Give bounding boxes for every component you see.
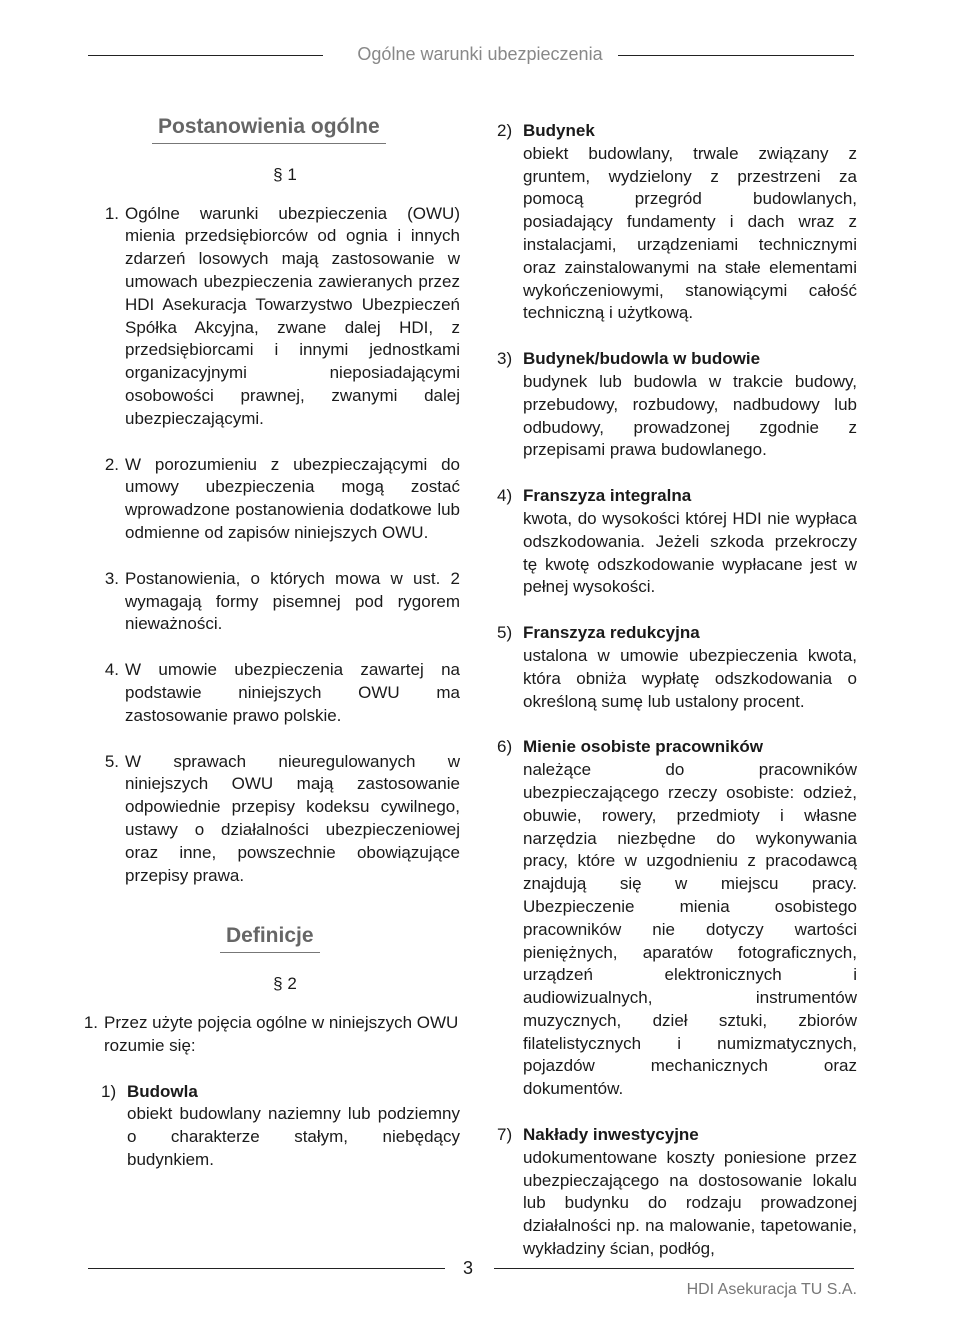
definition-desc: obiekt budowlany naziemny lub podziemny o charakterze stałym, niebędący budynkiem. [127, 1104, 460, 1169]
section-title-general: Postanowienia ogólne [80, 116, 460, 144]
footer-company: HDI Asekuracja TU S.A. [686, 1281, 857, 1298]
definition-item: 5) Franszyza redukcyjna ustalona w umowie ubezpieczenia kwota, która obniża wypłatę odszkodowania o określoną sumę lub ustalony procent. [497, 622, 857, 713]
header-rule-right [618, 55, 854, 56]
definition-item: 6) Mienie osobiste pracowników należące do pracowników ubezpieczającego rzeczy osobiste: odzież, obuwie, rowery, przedmioty i własne narzędzia niezbędne do wykonywania pracy, które w uzgodnieniu z pracodawcą znajdują się w miejscu pracy. Ubezpieczenie mienia osobistego pracowników nie dotyczy wartości pieniężnych, aparatów fotograficznych, urządzeń elektronicznych i audiowizualnych, instrumentów muzycznych, dzieł sztuki, zbiorów filatelistycznych i numizmatycznych, pojazdów mechanicznych oraz dokumentów. [497, 736, 857, 1101]
definition-desc: ustalona w umowie ubezpieczenia kwota, która obniża wypłatę odszkodowania o określoną sumę lub ustalony procent. [523, 645, 857, 711]
definition-item: 1) Budowla obiekt budowlany naziemny lub podziemny o charakterze stałym, niebędący budynkiem. [101, 1081, 460, 1172]
list-item: 1. Ogólne warunki ubezpieczenia (OWU) mienia przedsiębiorców od ognia i innych zdarzeń losowych mają zastosowanie w umowach ubezpieczenia zawieranych przez HDI Asekuracja Towarzystwo Ubezpieczeń Spółka Akcyjna, zwane dalej HDI, z przedsiębiorcami i innymi jednostkami organizacyjnymi nieposiadającymi osobowości prawnej, zwanymi dalej ubezpieczającymi. [104, 203, 460, 428]
definition-term: Budynek [523, 121, 595, 140]
definition-item: 7) Nakłady inwestycyjne udokumentowane koszty poniesione przez ubezpieczającego na dostosowanie lokalu lub budynku do rodzaju prowadzonej działalności np. na malowanie, tapetowanie, wykładziny ścian, podłóg, [497, 1124, 857, 1261]
definition-desc: należące do pracowników ubezpieczającego rzeczy osobiste: odzież, obuwie, rowery, przedmioty i własne narzędzia niezbędne do wykonywania pracy, które w uzgodnieniu z pracodawcą znajdują się w miejscu pracy. Ubezpieczenie mienia osobistego pracowników nie dotyczy wartości pieniężnych, aparatów fotograficznych, urządzeń elektronicznych i audiowizualnych, instrumentów muzycznych, dzieł sztuki, zbiorów filatelistycznych i numizmatycznych, pojazdów mechanicznych oraz dokumentów. [523, 760, 857, 1099]
section-title-definitions: Definicje [80, 925, 460, 953]
left-column [80, 116, 460, 1195]
paragraph-2-sign: § 2 [273, 974, 297, 994]
definitions-intro: 1. Przez użyte pojęcia ogólne w niniejszych OWU rozumie się: [83, 1012, 459, 1055]
definition-desc: obiekt budowlany, trwale związany z gruntem, wydzielony z przestrzeni za pomocą przegród budowlanych, posiadający fundamenty i dach wraz z instalacjami, urządzeniami technicznymi oraz zainstalowanymi na stałe elementami wykończeniowymi, stanowiącymi całość techniczną i użytkową. [523, 143, 857, 323]
definition-item: 3) Budynek/budowla w budowie budynek lub budowla w trakcie budowy, przebudowy, rozbudowy, nadbudowy lub odbudowy, prowadzonej zgodnie z przepisami prawa budowlanego. [497, 348, 857, 462]
right-column [497, 120, 857, 1284]
list-item: 4. W umowie ubezpieczenia zawartej na podstawie niniejszych OWU ma zastosowanie prawo polskie. [104, 660, 460, 725]
definition-term: Mienie osobiste pracowników [523, 737, 763, 757]
definition-term: Franszyza integralna [523, 486, 692, 506]
list-item: 2. W porozumieniu z ubezpieczającymi do umowy ubezpieczenia mogą zostać wprowadzone postanowienia dodatkowe lub odmienne od zapisów niniejszych OWU. [104, 454, 460, 542]
definition-term: Budowla [127, 1081, 198, 1101]
footer-rule-right [494, 1268, 854, 1269]
list-item: 5. W sprawach nieuregulowanych w niniejszych OWU mają zastosowanie odpowiednie przepisy kodeksu cywilnego, ustawy o działalności ubezpieczeniowej oraz inne, powszechnie obowiązujące przepisy prawa. [104, 751, 460, 885]
definition-term: Budynek/budowla w budowie [523, 349, 761, 369]
paragraph-1-sign: § 1 [273, 164, 297, 184]
definition-term: Nakłady inwestycyjne [523, 1125, 699, 1145]
definition-desc: udokumentowane koszty poniesione przez ubezpieczającego na dostosowanie lokalu lub budynku do rodzaju prowadzonej działalności np. na malowanie, tapetowanie, wykładziny ścian, podłóg, [523, 1147, 857, 1259]
page-number: 3 [462, 1258, 473, 1278]
definition-item: 4) Franszyza integralna kwota, do wysokości której HDI nie wypłaca odszkodowania. Jeżeli szkoda przekroczy tę kwotę odszkodowanie wypłacane jest w pełnej wysokości. [497, 485, 857, 599]
header-title: Ogólne warunki ubezpieczenia [357, 44, 603, 64]
definition-item: 2) Budynek obiekt budowlany, trwale związany z gruntem, wydzielony z przestrzeni za pomocą przegród budowlanych, posiadający fundamenty i dach wraz z instalacjami, urządzeniami technicznymi oraz zainstalowanymi na stałe elementami wykończeniowymi, stanowiącymi całość techniczną i użytkową. [497, 120, 857, 325]
definition-term: Franszyza redukcyjna [523, 623, 700, 643]
list-item: 3. Postanowienia, o których mowa w ust. 2 wymagają formy pisemnej pod rygorem nieważności. [104, 568, 460, 634]
definition-desc: kwota, do wysokości której HDI nie wypłaca odszkodowania. Jeżeli szkoda przekroczy tę kwotę odszkodowanie wypłacane jest w pełnej wysokości. [523, 508, 857, 597]
footer-rule-left [88, 1268, 445, 1269]
definition-desc: budynek lub budowla w trakcie budowy, przebudowy, rozbudowy, nadbudowy lub odbudowy, prowadzonej zgodnie z przepisami prawa budowlanego. [523, 371, 857, 460]
